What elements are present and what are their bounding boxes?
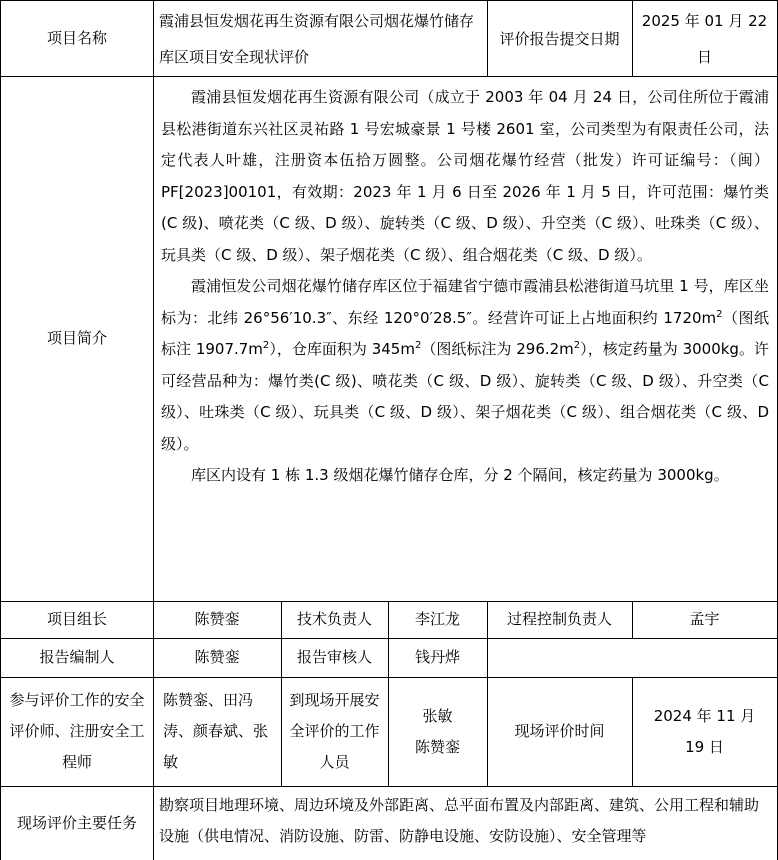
onsite-staff-label: 到现场开展安全评价的工作人员 xyxy=(281,677,389,787)
project-name-label: 项目名称 xyxy=(0,0,154,77)
empty-cell xyxy=(487,638,778,678)
onsite-staff-value xyxy=(388,677,488,787)
assessors-label: 参与评价工作的安全评价师、注册安全工程师 xyxy=(0,677,154,787)
author-value: 陈赞銮 xyxy=(153,638,282,678)
tasks-value: 勘察项目地理环境、周边环境及外部距离、总平面布置及内部距离、建筑、公用工程和辅助设施（供电情况、消防设施、防雷、防静电设施、安防设施）、安全管理等 xyxy=(153,786,778,860)
tech-lead-label: 技术负责人 xyxy=(281,601,389,639)
intro-text xyxy=(153,76,778,602)
leader-value: 陈赞銮 xyxy=(153,601,282,639)
onsite-staff-2: 陈赞銮 xyxy=(414,737,460,756)
process-lead-value: 孟宇 xyxy=(632,601,778,639)
onsite-time-value: 2024 年 11 月 19 日 xyxy=(632,677,778,787)
reviewer-value: 钱丹烨 xyxy=(388,638,488,678)
submit-date-value: 2025 年 01 月 22 日 xyxy=(632,0,778,77)
reviewer-label: 报告审核人 xyxy=(281,638,389,678)
onsite-staff-1: 张敏 xyxy=(422,706,453,725)
tasks-label: 现场评价主要任务 xyxy=(0,786,154,860)
assessors-value: 陈赞銮、田冯涛、颜春斌、张敏 xyxy=(153,677,282,787)
onsite-time-label: 现场评价时间 xyxy=(487,677,633,787)
project-name-value: 霞浦县恒发烟花再生资源有限公司烟花爆竹储存库区项目安全现状评价 xyxy=(153,0,488,77)
leader-label: 项目组长 xyxy=(0,601,154,639)
submit-date-label: 评价报告提交日期 xyxy=(487,0,633,77)
process-lead-label: 过程控制负责人 xyxy=(487,601,633,639)
intro-label: 项目简介 xyxy=(0,76,154,602)
intro-paragraph-1: 霞浦县恒发烟花再生资源有限公司（成立于 2003 年 04 月 24 日，公司住所位于霞浦县松港街道东兴社区灵祐路 1 号宏城豪景 1 号楼 2601 室，公司类型为有限责任公司，法定代表人叶雄，注册资本伍拾万圆整。公司烟花爆竹经营（批发）许可证编号：（闽）PF[2023]00101，有效期：2023 年 1 月 6 日至 2026 年 1 月 5 日，许可范围：爆竹类(C 级)、喷花类（C 级、D 级）、旋转类（C 级、D 级）、升空类（C 级）、吐珠类（C 级）、玩具类（C 级、D 级）、架子烟花类（C 级）、组合烟花类（C 级、D 级）。 xyxy=(161,88,769,264)
author-label: 报告编制人 xyxy=(0,638,154,678)
intro-paragraph-2: 霞浦恒发公司烟花爆竹储存库区位于福建省宁德市霞浦县松港街道马坑里 1 号，库区坐标为：北纬 26°56′10.3″、东经 120°0′28.5″。经营许可证上占地面积约 $1720m^2$（图纸标注 $1907.7m^2$），仓库面积为 $345m^2$（图纸标注为 $296.2m^2$），核定药量为 3000kg。许可经营品种为：爆竹类(C 级)、喷花类（C 级、D 级）、旋转类（C 级、D 级）、升空类（C 级）、吐珠类（C 级）、玩具类（C 级、D 级）、架子烟花类（C 级）、组合烟花类（C 级、D 级）。 xyxy=(161,277,769,453)
intro-paragraph-3: 库区内设有 1 栋 1.3 级烟花爆竹储存仓库，分 2 个隔间，核定药量为 3000kg。 xyxy=(191,466,729,484)
tech-lead-value: 李江龙 xyxy=(388,601,488,639)
